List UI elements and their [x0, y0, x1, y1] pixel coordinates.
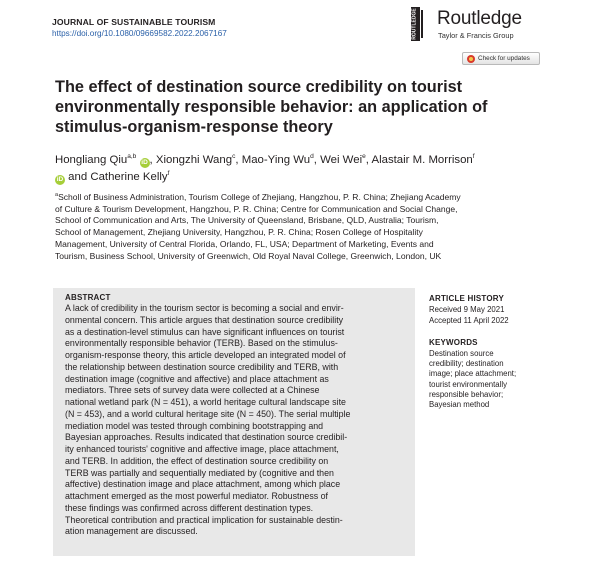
abstract-line: national wetland park (N = 451), a world heritage cultural landscape site — [65, 397, 346, 407]
article-history-heading: ARTICLE HISTORY — [429, 294, 505, 303]
author-affil-sup: f — [167, 170, 170, 178]
crossmark-icon — [467, 55, 475, 63]
abstract-line: these findings was confirmed across different destination types. — [65, 502, 314, 513]
abstract-line: mediation model was tested through combining bootstrapping and — [65, 420, 324, 431]
author-name[interactable]: Hongliang Qiu — [55, 154, 128, 166]
keyword-line: image; place attachment; — [429, 369, 517, 379]
title-line: environmentally responsible behavior: an application of — [55, 98, 488, 116]
abstract-line: onmental concern. This article argues that destination source credibility — [65, 314, 344, 325]
accepted-date: Accepted 11 April 2022 — [429, 316, 509, 325]
affiliations — [55, 192, 560, 262]
check-updates-label: Check for updates — [478, 55, 530, 62]
keyword-line: tourist environmentally — [429, 379, 508, 389]
abstract-line: TERB was partially and sequentially mediated by (cognitive and then — [65, 467, 334, 478]
orcid-icon[interactable]: iD — [141, 159, 148, 166]
abstract-line: ity enhanced tourists' cognitive and affective image, place attachment, — [65, 444, 339, 454]
author-affil-sup: f — [472, 153, 475, 161]
abstract-heading: ABSTRACT — [65, 293, 111, 302]
author-name[interactable]: Mao-Ying Wu — [241, 154, 311, 166]
abstract-line: environmentally responsible behavior (TERB). Based on the stimulus- — [65, 338, 338, 349]
received-date: Received 9 May 2021 — [429, 305, 505, 314]
abstract-line: Bayesian approaches. Results indicated that destination source credibil- — [65, 432, 348, 443]
author-list: Hongliang Qiu$^{a,b}$ iD , Xiongzhi Wang$^c$, Mao-Ying Wu$^d$, Wei Wei$^e$, Alastair M. Morrison$^f$ iD and Catherine Kelly$^f$ — [55, 153, 475, 183]
abstract-line: as a destination-level stimulus can have significant influences on tourist — [65, 326, 345, 337]
check-for-updates-button[interactable] — [462, 52, 540, 65]
abstract-line: the relationship between destination source credibility and TERB, with — [65, 361, 339, 372]
article-title — [55, 77, 555, 137]
publisher-name: Routledge — [437, 8, 522, 29]
publisher-subtitle: Taylor & Francis Group — [438, 31, 514, 40]
abstract-line: attachment emerged as the most powerful mediator. Robustness of — [65, 491, 328, 501]
affiliation-line: School of Management, Zhejiang University, Hangzhou, P. R. China; Rosen College of Hospitality — [55, 227, 423, 238]
keyword-line: Bayesian method — [429, 400, 490, 410]
abstract-line: (N = 453), and a world cultural heritage site (N = 450). The serial multiple — [65, 408, 351, 419]
routledge-logo-icon — [409, 6, 431, 42]
abstract-line: affective) destination image and place attachment, among which place — [65, 479, 341, 490]
author-name[interactable]: Catherine Kelly — [90, 171, 168, 183]
abstract-line: ation management are discussed. — [65, 526, 198, 537]
journal-name: JOURNAL OF SUSTAINABLE TOURISM — [52, 17, 216, 27]
abstract-line: Theoretical contribution and practical implication for sustainable destin- — [65, 514, 343, 525]
author-affil-sup: a,b — [127, 153, 137, 161]
author-affil-sup: c — [232, 153, 236, 161]
abstract-line: A lack of credibility in the tourism sector is becoming a social and envir- — [65, 303, 344, 313]
keyword-line: Destination source — [429, 349, 494, 358]
keyword-line: responsible behavior; — [429, 389, 504, 399]
title-line: The effect of destination source credibility on tourist — [55, 78, 463, 96]
abstract-line: and TERB. In addition, the effect of destination source credibility on — [65, 455, 329, 466]
affiliation-line: School of Communication and Arts, The University of Queensland, Brisbane, QLD, Australia; Tourism, — [55, 215, 439, 226]
author-affil-sup: d — [310, 153, 314, 161]
orcid-icon[interactable]: iD — [56, 176, 64, 183]
svg-text:ROUTLEDGE: ROUTLEDGE — [411, 8, 418, 40]
abstract-line: organism-response theory, this article developed an integrated model of — [65, 350, 346, 360]
author-name[interactable]: Xiongzhi Wang — [155, 154, 233, 166]
keywords-list — [429, 349, 539, 410]
keywords-heading: KEYWORDS — [429, 338, 478, 347]
abstract-text — [65, 303, 407, 538]
abstract-line: mediators. Three sets of survey data were collected at a Chinese — [65, 385, 320, 396]
abstract-line: destination image (cognitive and affective) and place attachment as — [65, 373, 329, 384]
affiliation-line: Management, University of Central Florida, Orlando, FL, USA; Department of Marketing, Events and — [55, 238, 434, 249]
affiliation-line: $^a$Scholl of Business Administration, Tourism College of Zhejiang, Hangzhou, P. R. China; Zhejiang Academy — [55, 192, 461, 202]
affiliation-line: Tourism, Business School, University of Greenwich, Old Royal Naval College, Greenwich, London, UK — [55, 250, 442, 261]
author-affil-sup: e — [362, 153, 366, 161]
title-line: stimulus-organism-response theory — [55, 118, 333, 136]
doi-link[interactable]: https://doi.org/10.1080/09669582.2022.2067167 — [52, 29, 227, 38]
author-name[interactable]: Alastair M. Morrison — [371, 154, 473, 166]
keyword-line: credibility; destination — [429, 359, 504, 369]
affiliation-line: of Culture & Tourism Development, Hangzhou, P. R. China; Centre for Communication and Social Change, — [55, 203, 458, 214]
author-name[interactable]: Wei Wei — [320, 154, 363, 166]
